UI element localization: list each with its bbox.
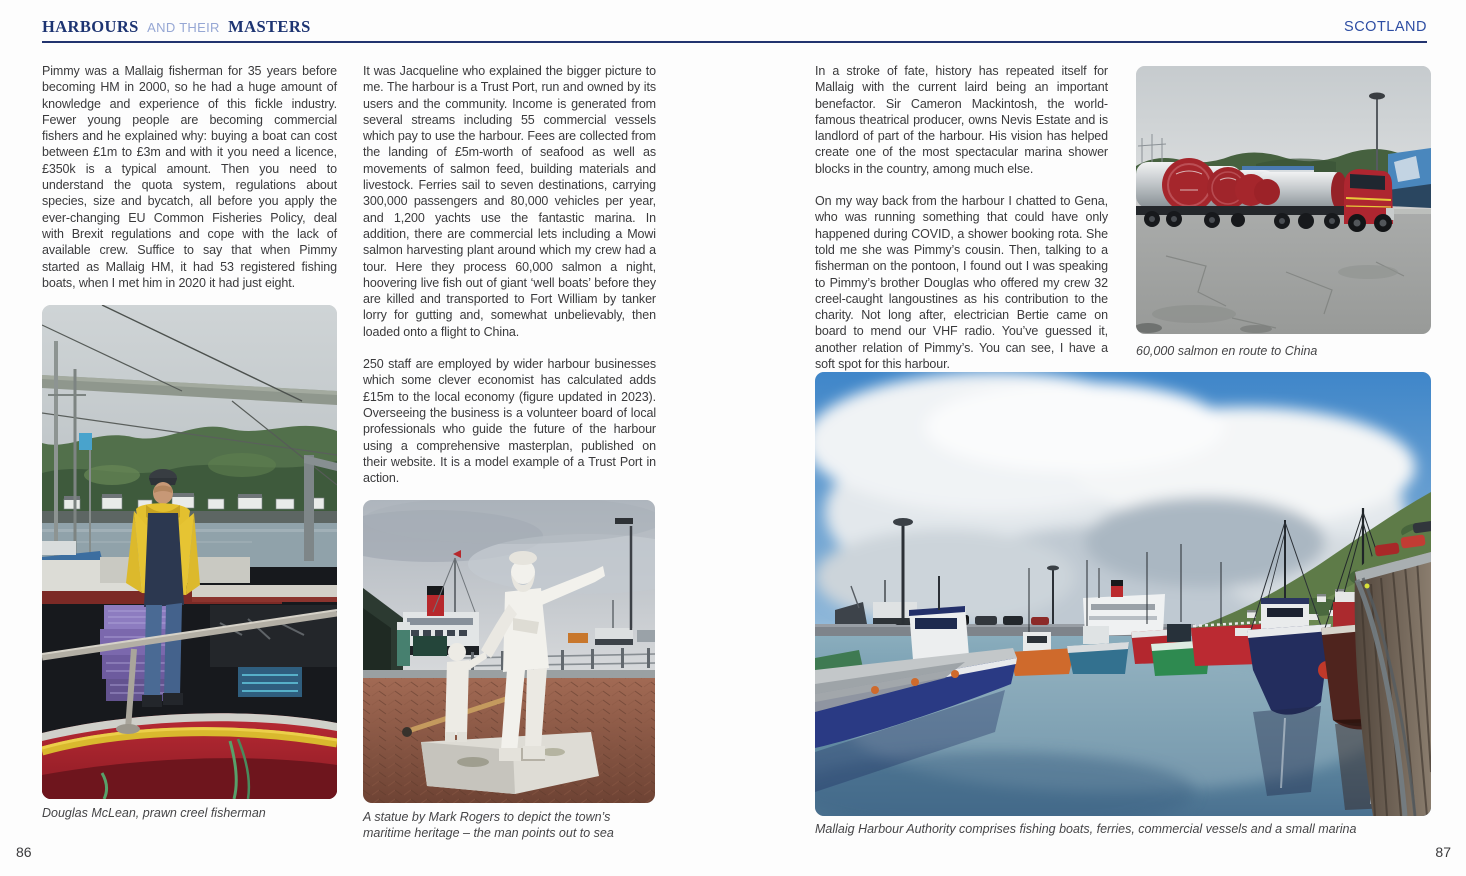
truck-cab [1344,169,1394,232]
caption-harbour: Mallaig Harbour Authority comprises fishing boats, ferries, commercial vessels and a small marina [815,822,1357,836]
page-number-right: 87 [1435,844,1451,860]
fisherman-photo-illustration [42,305,337,799]
photo-statue [363,500,655,803]
statue-photo-illustration [363,500,655,803]
caption-tankers: 60,000 salmon en route to China [1136,344,1318,358]
header-rule [42,41,1427,43]
running-head-word3: MASTERS [228,17,311,36]
harbour-photo-illustration [815,372,1431,816]
text-column-right [815,63,1108,388]
running-head-section: SCOTLAND [1344,19,1427,35]
photo-fisherman [42,305,337,799]
page-number-left: 86 [16,844,32,860]
caption-statue: A statue by Mark Rogers to depict the town’s maritime heritage – the man points out to sea [363,810,614,840]
body-paragraph: On my way back from the harbour I chatted to Gena, who was running something that could have only happened during COVID, a shower booking rota. She told me she was Pimmy’s cousin. Then, talking to a fisherman on the pontoon, I found out I was speaking to Pimmy’s brother Douglas who offered my crew 32 creel-caught langoustines as his contribution to the charity. Not long after, electrician Bertie came on board to mend our VHF radio. You’ve guessed it, another relation of Pimmy’s. You can see, I have a soft spot for this harbour. [815,194,1108,372]
tankers-photo-illustration [1136,66,1431,334]
running-head-word1: HARBOURS [42,17,139,36]
photo-harbour [815,372,1431,816]
running-head [42,17,311,37]
text-column-middle [363,63,656,502]
caption-fisherman: Douglas McLean, prawn creel fisherman [42,806,266,820]
body-paragraph: 250 staff are employed by wider harbour businesses which some clever economist has calculated adds £15m to the local economy (figure updated in 2023). Overseeing the business is a volunteer board of local professionals who guide the future of the harbour using a comprehensive masterplan, published on their website. It is a model example of a Trust Port in action. [363,357,656,486]
body-paragraph: It was Jacqueline who explained the bigger picture to me. The harbour is a Trust Port, run and owned by its users and the community. Income is generated from several streams including 55 commercial vessels which pay to use the harbour. Fees are collected from the landing of £5m-worth of seafood as well as movements of salmon feed, building materials and livestock. Ferries sail to seven destinations, carrying 300,000 passengers and 80,000 vehicles per year, and 1,200 yachts use the fantastic marina. In addition, there are commercial lets including a Mowi salmon harvesting plant around which my crew had a tour. Here they process 60,000 salmon a night, hoovering live fish out of giant ‘well boats’ before they are killed and transported to Fort William by tanker lorry for gutting and, somewhat unbelievably, then loaded onto a flight to China. [363,64,656,339]
body-paragraph: In a stroke of fate, history has repeated itself for Mallaig with the current laird being an important benefactor. Sir Cameron Mackintosh, the world-famous theatrical producer, owns Nevis Estate and is landlord of part of the harbour. His vision has helped create one of the most spectacular marina shower blocks in the country, among much else. [815,64,1108,176]
text-column-left [42,63,337,307]
photo-tankers [1136,66,1431,334]
body-paragraph: Pimmy was a Mallaig fisherman for 35 years before becoming HM in 2000, so he had a huge amount of knowledge and experience of this fickle industry. Fewer young people are becoming commercial fishers and he explained why: buying a boat can cost between £1m to £3m and with it you need a licence, £350k is a typical amount. Then you need to understand the quota system, regulations about species, size and bycatch, all before you apply the ever-changing EU Common Fisheries Policy, deal with Brexit regulations and cope with the lack of available crew. Suffice to say that when Pimmy started as Mallaig HM, it had 53 registered fishing boats, when I met him in 2020 it had just eight. [42,64,337,290]
running-head-word2: AND THEIR [147,20,220,35]
